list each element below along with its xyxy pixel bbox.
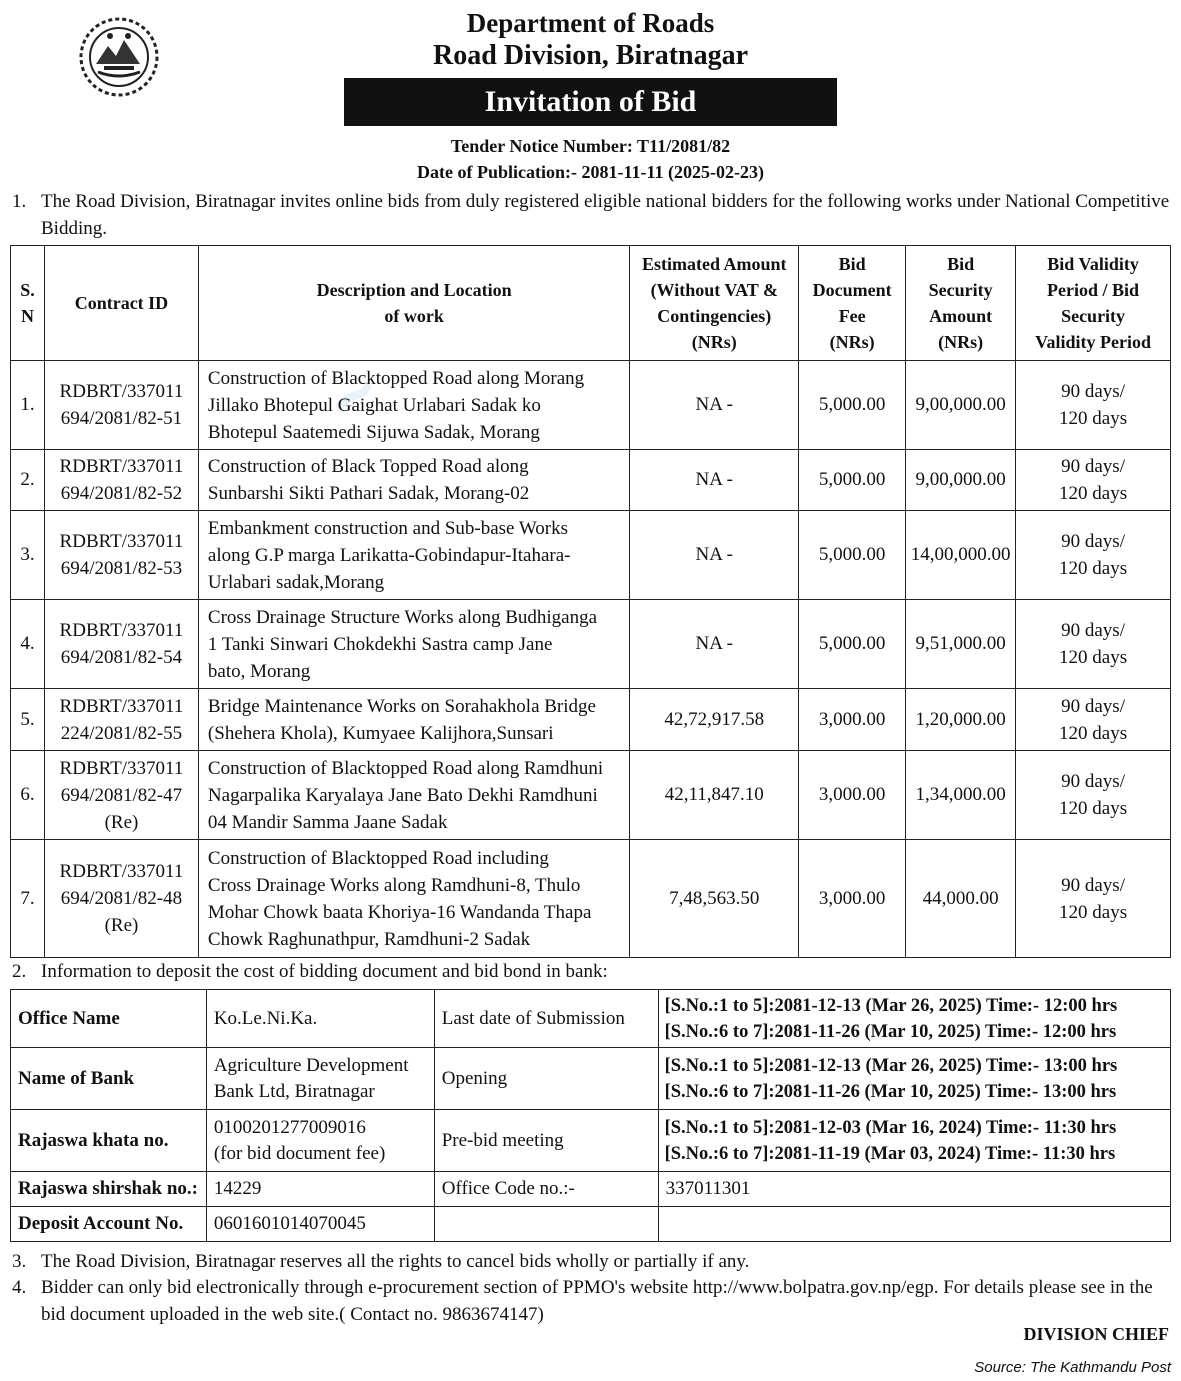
cell-estimated: NA -: [630, 511, 799, 600]
cell-doc-fee: 5,000.00: [799, 511, 906, 600]
cell-sn: 5.: [11, 689, 45, 751]
cell-estimated: 7,48,563.50: [630, 840, 799, 958]
cell-contract-id: RDBRT/337011 694/2081/82-47 (Re): [44, 751, 198, 840]
cell-contract-id: RDBRT/337011 694/2081/82-54: [44, 600, 198, 689]
opening-label: Opening: [434, 1048, 658, 1110]
deposit-value: 0601601014070045: [206, 1207, 434, 1242]
prebid-label: Pre-bid meeting: [434, 1110, 658, 1172]
header-description: Description and Location of work: [198, 246, 629, 361]
paragraph-3: [12, 1248, 1172, 1275]
cell-doc-fee: 5,000.00: [799, 450, 906, 511]
cell-estimated: NA -: [630, 361, 799, 450]
header-security: Bid Security Amount (NRs): [906, 246, 1016, 361]
cell-contract-id: RDBRT/337011 694/2081/82-52: [44, 450, 198, 511]
cell-validity: 90 days/ 120 days: [1016, 511, 1171, 600]
cell-sn: 1.: [11, 361, 45, 450]
cell-sn: 6.: [11, 751, 45, 840]
cell-security: 9,00,000.00: [906, 450, 1016, 511]
cell-security: 1,20,000.00: [906, 689, 1016, 751]
cell-validity: 90 days/ 120 days: [1016, 751, 1171, 840]
office-code-value: 337011301: [658, 1172, 1170, 1207]
khata-value: 0100201277009016 (for bid document fee): [206, 1110, 434, 1172]
watermark: ~: [307, 346, 399, 446]
office-name-value: Ko.Le.Ni.Ka.: [206, 990, 434, 1048]
last-date-label: Last date of Submission: [434, 990, 658, 1048]
signature: DIVISION CHIEF: [1023, 1324, 1169, 1344]
paragraph-number: 1.: [12, 191, 27, 212]
khata-label: Rajaswa khata no.: [11, 1110, 207, 1172]
source-credit: Source: The Kathmandu Post: [974, 1359, 1171, 1376]
cell-estimated: NA -: [630, 450, 799, 511]
table-row: [11, 751, 1171, 840]
cell-sn: 2.: [11, 450, 45, 511]
cell-description: Embankment construction and Sub-base Works along G.P marga Larikatta-Gobindapur-Itahara- Urlabari sadak,Morang: [198, 511, 629, 600]
cell-validity: 90 days/ 120 days: [1016, 450, 1171, 511]
paragraph-number: 2.: [12, 961, 27, 982]
cell-validity: 90 days/ 120 days: [1016, 840, 1171, 958]
cell-description: Cross Drainage Structure Works along Budhiganga 1 Tanki Sinwari Chokdekhi Sastra camp Jane bato, Morang: [198, 600, 629, 689]
cell-description: Construction of Blacktopped Road along Morang Jillako Bhotepul Gaighat Urlabari Sadak ko Bhotepul Saatemedi Sijuwa Sadak, Morang: [198, 361, 629, 450]
table-row: [11, 990, 1171, 1048]
cell-description: Construction of Black Topped Road along Sunbarshi Sikti Pathari Sadak, Morang-02: [198, 450, 629, 511]
paragraph-number: 3.: [12, 1251, 27, 1272]
cell-description: Bridge Maintenance Works on Sorahakhola Bridge (Shehera Khola), Kumyaee Kalijhora,Sunsari: [198, 689, 629, 751]
table-row: [11, 361, 1171, 450]
cell-validity: 90 days/ 120 days: [1016, 361, 1171, 450]
shirshak-value: 14229: [206, 1172, 434, 1207]
table-header-row: [11, 246, 1171, 361]
opening-value: [S.No.:1 to 5]:2081-12-13 (Mar 26, 2025) Time:- 13:00 hrs [S.No.:6 to 7]:2081-11-26 (Mar 10, 2025) Time:- 13:00 hrs: [658, 1048, 1170, 1110]
publication-date: Date of Publication:- 2081-11-11 (2025-02-23): [417, 162, 764, 182]
paragraph-4: [12, 1274, 1172, 1328]
paragraph-number: 4.: [12, 1277, 27, 1298]
paragraph-text: The Road Division, Biratnagar reserves all the rights to cancel bids wholly or partially if any.: [41, 1251, 750, 1272]
table-row: [11, 1048, 1171, 1110]
cell-contract-id: RDBRT/337011 694/2081/82-48 (Re): [44, 840, 198, 958]
cell-estimated: 42,72,917.58: [630, 689, 799, 751]
bank-label: Name of Bank: [11, 1048, 207, 1110]
paragraph-text: Information to deposit the cost of bidding document and bid bond in bank:: [41, 961, 608, 982]
cell-sn: 3.: [11, 511, 45, 600]
header-sn: S. N: [11, 246, 45, 361]
cell-contract-id: RDBRT/337011 694/2081/82-53: [44, 511, 198, 600]
table-row: [11, 840, 1171, 958]
cell-description: Construction of Blacktopped Road including Cross Drainage Works along Ramdhuni-8, Thulo Mohar Chowk baata Khoriya-16 Wandanda Thapa Chowk Raghunathpur, Ramdhuni-2 Sadak: [198, 840, 629, 958]
office-name-label: Office Name: [11, 990, 207, 1048]
office-code-label: Office Code no.:-: [434, 1172, 658, 1207]
header-validity: Bid Validity Period / Bid Security Validity Period: [1016, 246, 1171, 361]
cell-doc-fee: 3,000.00: [799, 840, 906, 958]
cell-security: 44,000.00: [906, 840, 1016, 958]
deposit-info-table: [10, 989, 1171, 1242]
cell-security: 1,34,000.00: [906, 751, 1016, 840]
table-row: [11, 1207, 1171, 1242]
table-row: [11, 450, 1171, 511]
cell-description: Construction of Blacktopped Road along Ramdhuni Nagarpalika Karyalaya Jane Bato Dekhi Ramdhuni 04 Mandir Samma Jaane Sadak: [198, 751, 629, 840]
cell-security: 9,51,000.00: [906, 600, 1016, 689]
table-row: [11, 1110, 1171, 1172]
department-title: Department of Roads: [466, 8, 715, 38]
table-row: [11, 689, 1171, 751]
cell-estimated: NA -: [630, 600, 799, 689]
header-estimated-amount: Estimated Amount (Without VAT & Contingencies) (NRs): [630, 246, 799, 361]
division-title: Road Division, Biratnagar: [432, 40, 749, 71]
prebid-value: [S.No.:1 to 5]:2081-12-03 (Mar 16, 2024) Time:- 11:30 hrs [S.No.:6 to 7]:2081-11-19 (Mar 03, 2024) Time:- 11:30 hrs: [658, 1110, 1170, 1172]
paragraph-1: [12, 188, 1172, 242]
cell-contract-id: RDBRT/337011 224/2081/82-55: [44, 689, 198, 751]
bank-value: Agriculture Development Bank Ltd, Biratnagar: [206, 1048, 434, 1110]
table-row: [11, 511, 1171, 600]
cell-security: 14,00,000.00: [906, 511, 1016, 600]
cell-doc-fee: 5,000.00: [799, 600, 906, 689]
cell-security: 9,00,000.00: [906, 361, 1016, 450]
cell-doc-fee: 3,000.00: [799, 689, 906, 751]
cell-estimated: 42,11,847.10: [630, 751, 799, 840]
works-table: [10, 245, 1171, 958]
paragraph-2: [12, 958, 1172, 985]
tender-notice-number: Tender Notice Number: T11/2081/82: [450, 136, 731, 156]
cell-doc-fee: 5,000.00: [799, 361, 906, 450]
cell-doc-fee: 3,000.00: [799, 751, 906, 840]
table-row: [11, 1172, 1171, 1207]
cell-sn: 4.: [11, 600, 45, 689]
cell-validity: 90 days/ 120 days: [1016, 689, 1171, 751]
empty-cell: [434, 1207, 658, 1242]
empty-cell: [658, 1207, 1170, 1242]
header-doc-fee: Bid Document Fee (NRs): [799, 246, 906, 361]
last-date-value: [S.No.:1 to 5]:2081-12-13 (Mar 26, 2025) Time:- 12:00 hrs [S.No.:6 to 7]:2081-11-26 (Mar 10, 2025) Time:- 12:00 hrs: [658, 990, 1170, 1048]
cell-contract-id: RDBRT/337011 694/2081/82-51: [44, 361, 198, 450]
header-contract-id: Contract ID: [44, 246, 198, 361]
cell-validity: 90 days/ 120 days: [1016, 600, 1171, 689]
table-row: [11, 600, 1171, 689]
paragraph-text: Bidder can only bid electronically through e-procurement section of PPMO's website http://www.bolpatra.gov.np/egp. For details please see in the bid document uploaded in the web site.( Contact no. 9863674147): [41, 1277, 1153, 1325]
invitation-banner: Invitation of Bid: [344, 78, 837, 126]
shirshak-label: Rajaswa shirshak no.:: [11, 1172, 207, 1207]
deposit-label: Deposit Account No.: [11, 1207, 207, 1242]
paragraph-text: The Road Division, Biratnagar invites online bids from duly registered eligible national bidders for the following works under National Competitive Bidding.: [41, 191, 1170, 239]
cell-sn: 7.: [11, 840, 45, 958]
